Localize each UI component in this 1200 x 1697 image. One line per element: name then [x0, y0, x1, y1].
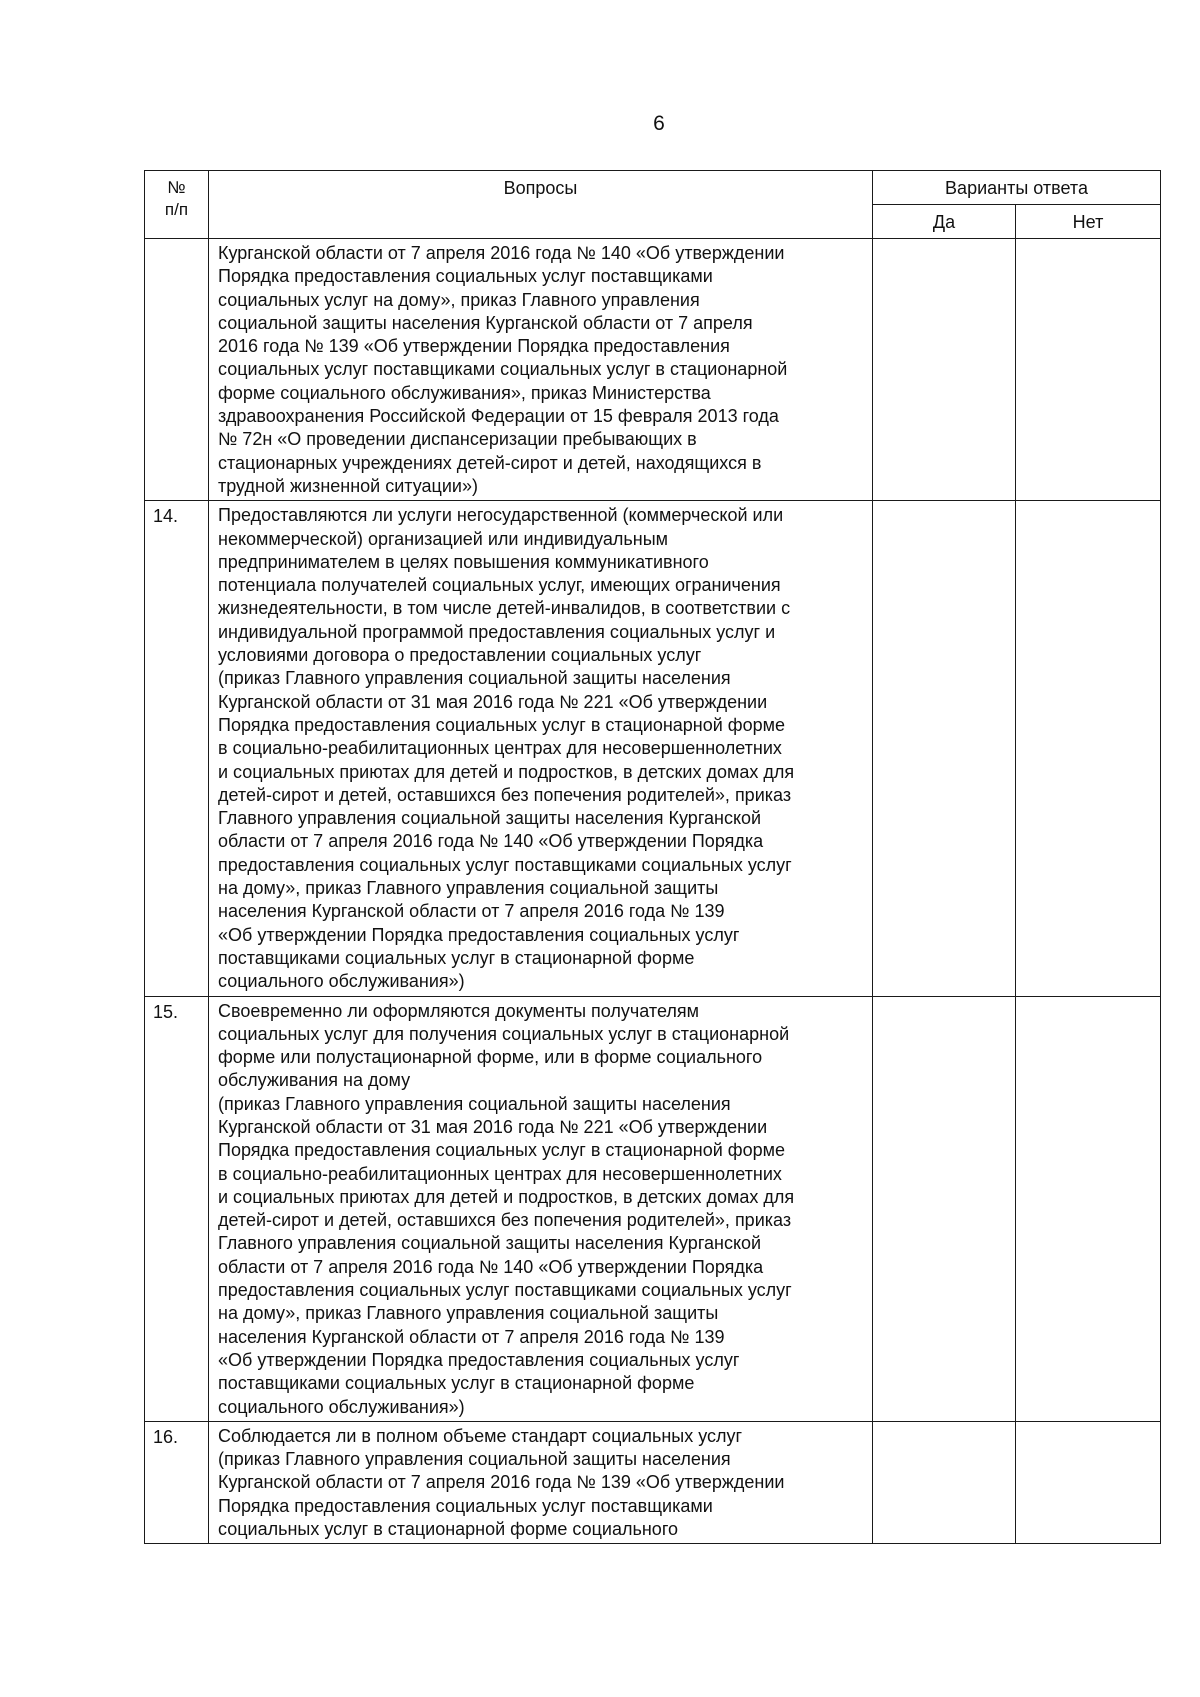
- question-line: обслуживания на дому: [218, 1070, 411, 1091]
- question-line: и социальных приютах для детей и подростков, в детских домах для: [218, 1186, 795, 1207]
- question-line: социальных услуг на дому», приказ Главного управления: [218, 289, 700, 310]
- answer-yes-cell[interactable]: [873, 239, 1016, 501]
- question-line: населения Курганской области от 7 апреля 2016 года № 139: [218, 1326, 725, 1347]
- question-line: индивидуальной программой предоставления социальных услуг и: [218, 621, 776, 642]
- checklist-table: [144, 170, 1161, 1544]
- question-line: социального обслуживания»): [218, 971, 465, 992]
- question-text: [209, 996, 873, 1421]
- question-line: Главного управления социальной защиты населения Курганской: [218, 1233, 762, 1254]
- question-line: Курганской области от 31 мая 2016 года № 221 «Об утверждении: [218, 1116, 768, 1137]
- table-row: [145, 1421, 1161, 1543]
- question-line: Курганской области от 7 апреля 2016 года № 140 «Об утверждении: [218, 243, 785, 263]
- header-questions: Вопросы: [209, 171, 873, 239]
- question-line: Курганской области от 7 апреля 2016 года № 139 «Об утверждении: [218, 1472, 785, 1493]
- page-number: 6: [653, 112, 665, 135]
- answer-yes-cell[interactable]: [873, 1421, 1016, 1543]
- question-line: Главного управления социальной защиты населения Курганской: [218, 808, 762, 829]
- question-line: социальной защиты населения Курганской области от 7 апреля: [218, 312, 753, 333]
- answer-no-cell[interactable]: [1016, 239, 1161, 501]
- question-line: области от 7 апреля 2016 года № 140 «Об утверждении Порядка: [218, 1256, 764, 1277]
- question-line: Курганской области от 31 мая 2016 года № 221 «Об утверждении: [218, 691, 768, 712]
- question-line: области от 7 апреля 2016 года № 140 «Об утверждении Порядка: [218, 831, 764, 852]
- question-line: форме или полустационарной форме, или в форме социального: [218, 1047, 763, 1068]
- table-header-row: [145, 171, 1161, 205]
- question-line: трудной жизненной ситуации»): [218, 475, 478, 496]
- question-line: № 72н «О проведении диспансеризации пребывающих в: [218, 429, 697, 450]
- header-answer-variants: Варианты ответа: [873, 171, 1161, 205]
- question-line: населения Курганской области от 7 апреля 2016 года № 139: [218, 901, 725, 922]
- question-line: стационарных учреждениях детей-сирот и детей, находящихся в: [218, 452, 762, 473]
- question-line: социальных услуг поставщиками социальных услуг в стационарной: [218, 359, 788, 380]
- question-line: социальных услуг для получения социальных услуг в стационарной: [218, 1023, 790, 1044]
- question-line: поставщиками социальных услуг в стационарной форме: [218, 947, 695, 968]
- table-body: [145, 239, 1161, 1544]
- table-row: [145, 501, 1161, 996]
- header-yes: Да: [873, 205, 1016, 239]
- question-text: [209, 501, 873, 996]
- question-line: в социально-реабилитационных центрах для несовершеннолетних: [218, 1163, 782, 1184]
- question-line: Порядка предоставления социальных услуг поставщиками: [218, 266, 713, 287]
- answer-no-cell[interactable]: [1016, 501, 1161, 996]
- question-line: Порядка предоставления социальных услуг в стационарной форме: [218, 1140, 786, 1161]
- question-line: предоставления социальных услуг поставщиками социальных услуг: [218, 1280, 792, 1301]
- question-line: форме социального обслуживания», приказ Министерства: [218, 382, 711, 403]
- question-line: на дому», приказ Главного управления социальной защиты: [218, 878, 719, 899]
- question-line: предоставления социальных услуг поставщиками социальных услуг: [218, 854, 792, 875]
- question-line: предпринимателем в целях повышения коммуникативного: [218, 551, 709, 572]
- question-line: детей-сирот и детей, оставшихся без попечения родителей», приказ: [218, 1210, 792, 1231]
- row-number: [145, 239, 209, 501]
- question-line: 2016 года № 139 «Об утверждении Порядка предоставления: [218, 336, 730, 357]
- question-line: Порядка предоставления социальных услуг поставщиками: [218, 1495, 713, 1516]
- header-number-abbrev: п/п: [164, 200, 189, 219]
- row-number: 16.: [145, 1421, 209, 1543]
- answer-yes-cell[interactable]: [873, 501, 1016, 996]
- row-number: 14.: [145, 501, 209, 996]
- question-line: условиями договора о предоставлении социальных услуг: [218, 645, 702, 666]
- answer-yes-cell[interactable]: [873, 996, 1016, 1421]
- question-line: «Об утверждении Порядка предоставления социальных услуг: [218, 924, 740, 945]
- question-line: «Об утверждении Порядка предоставления социальных услуг: [218, 1349, 740, 1370]
- question-line: (приказ Главного управления социальной защиты населения: [218, 668, 731, 689]
- answer-no-cell[interactable]: [1016, 996, 1161, 1421]
- header-no: Нет: [1016, 205, 1161, 239]
- question-line: в социально-реабилитационных центрах для несовершеннолетних: [218, 738, 782, 759]
- table-row: [145, 996, 1161, 1421]
- row-number: 15.: [145, 996, 209, 1421]
- answer-no-cell[interactable]: [1016, 1421, 1161, 1543]
- question-line: Предоставляются ли услуги негосударственной (коммерческой или: [218, 505, 784, 526]
- question-line: на дому», приказ Главного управления социальной защиты: [218, 1303, 719, 1324]
- question-line: некоммерческой) организацией или индивидуальным: [218, 528, 669, 549]
- question-text: [209, 239, 873, 501]
- question-line: Своевременно ли оформляются документы получателям: [218, 1000, 699, 1021]
- question-line: (приказ Главного управления социальной защиты населения: [218, 1093, 731, 1114]
- question-line: (приказ Главного управления социальной защиты населения: [218, 1449, 731, 1470]
- table-row: [145, 239, 1161, 501]
- question-line: Порядка предоставления социальных услуг в стационарной форме: [218, 714, 786, 735]
- question-line: детей-сирот и детей, оставшихся без попечения родителей», приказ: [218, 784, 792, 805]
- question-line: поставщиками социальных услуг в стационарной форме: [218, 1373, 695, 1394]
- question-line: жизнедеятельности, в том числе детей-инвалидов, в соответствии с: [218, 598, 791, 619]
- header-number-symbol: №: [167, 178, 186, 197]
- question-line: и социальных приютах для детей и подростков, в детских домах для: [218, 761, 795, 782]
- question-line: социальных услуг в стационарной форме социального: [218, 1519, 678, 1540]
- question-line: здравоохранения Российской Федерации от 15 февраля 2013 года: [218, 406, 779, 427]
- question-line: Соблюдается ли в полном объеме стандарт социальных услуг: [218, 1425, 743, 1446]
- question-text: [209, 1421, 873, 1543]
- question-line: потенциала получателей социальных услуг, имеющих ограничения: [218, 575, 781, 596]
- header-number: [145, 171, 209, 239]
- question-line: социального обслуживания»): [218, 1396, 465, 1417]
